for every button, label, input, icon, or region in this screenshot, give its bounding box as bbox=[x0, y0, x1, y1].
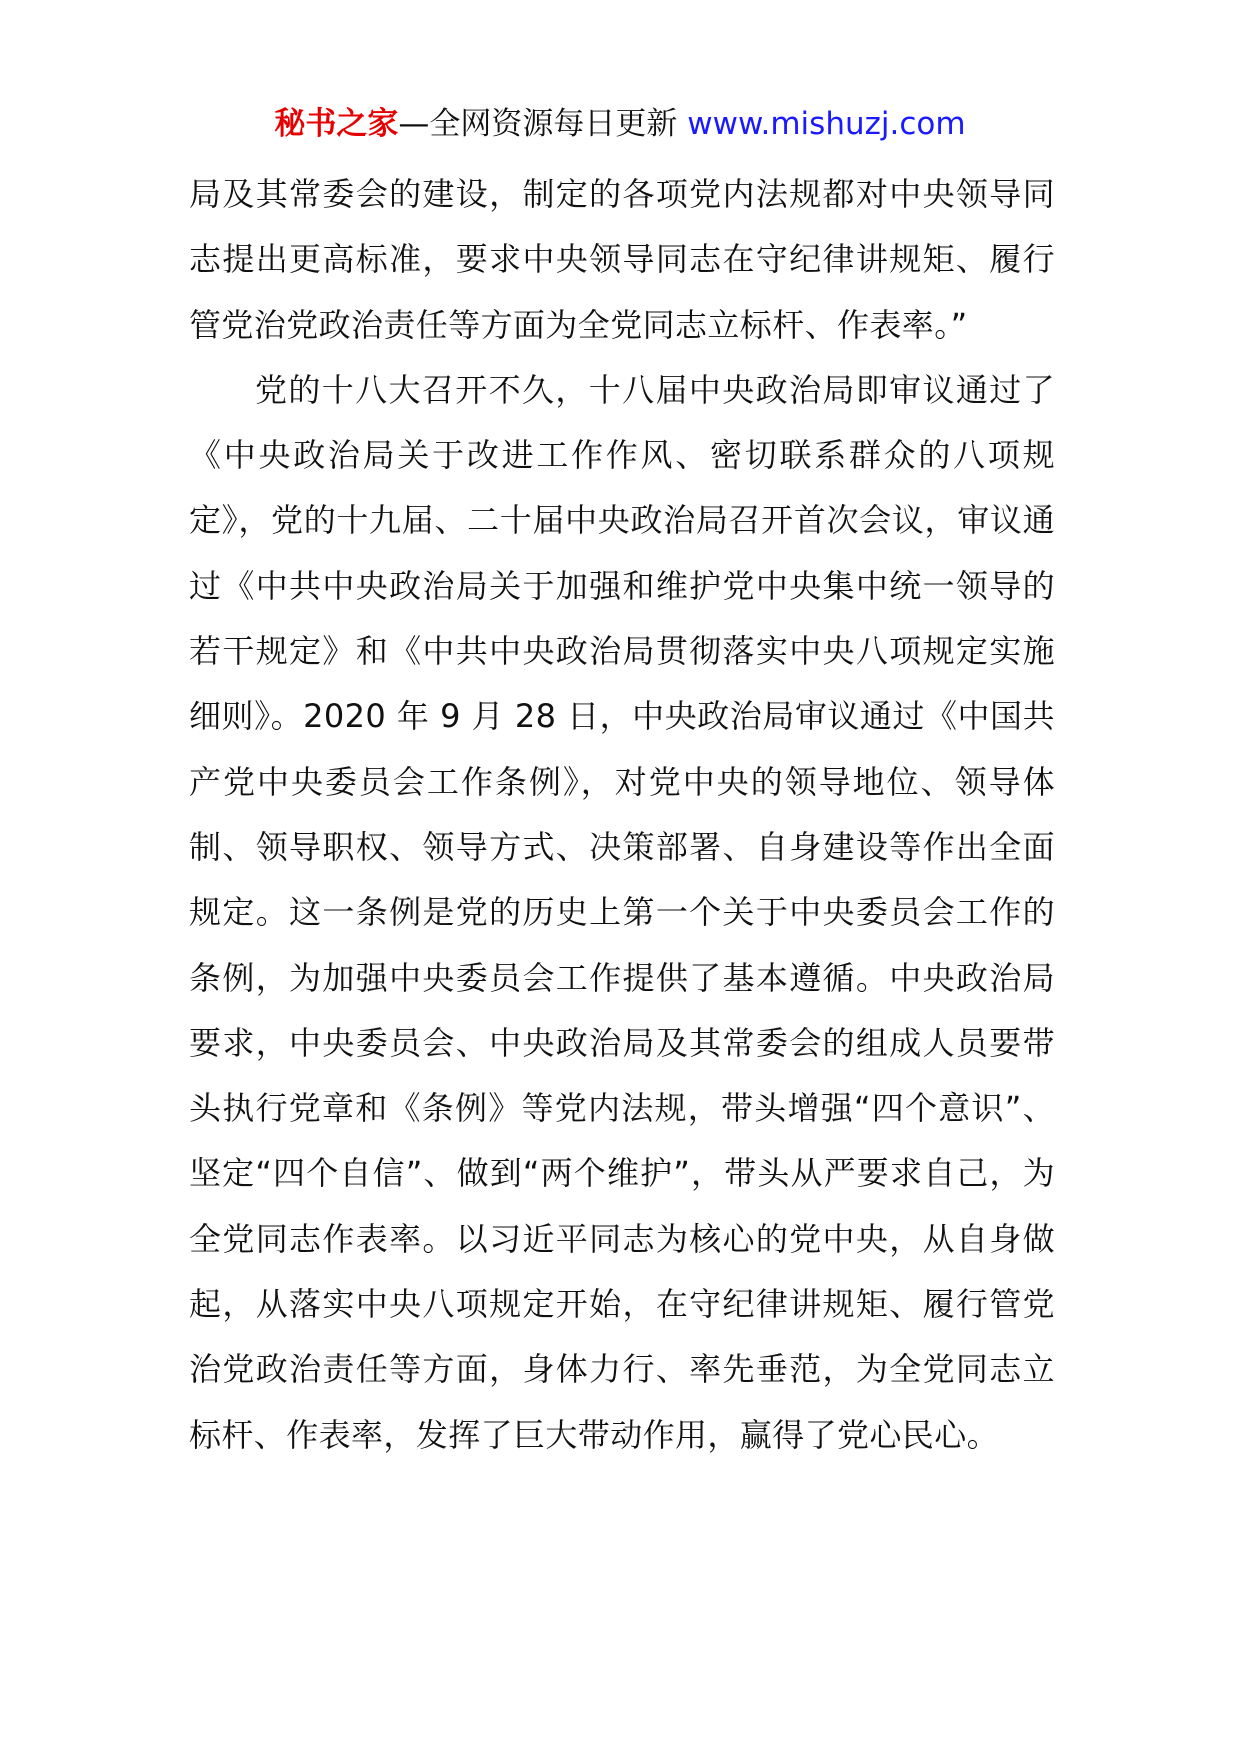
site-url[interactable]: www.mishuzj.com bbox=[687, 106, 966, 142]
page-header bbox=[0, 104, 1240, 144]
paragraph-main: 党的十八大召开不久，十八届中央政治局即审议通过了《中央政治局关于改进工作作风、密切联系群众的八项规定》，党的十九届、二十届中央政治局召开首次会议，审议通过《中共中央政治局关于加强和维护党中央集中统一领导的若干规定》和《中共中央政治局贯彻落实中央八项规定实施细则》。2020 年 9 月 28 日，中央政治局审议通过《中国共产党中央委员会工作条例》，对党中央的领导地位、领导体制、领导职权、领导方式、决策部署、自身建设等作出全面规定。这一条例是党的历史上第一个关于中央委员会工作的条例，为加强中央委员会工作提供了基本遵循。中央政治局要求，中央委员会、中央政治局及其常委会的组成人员要带头执行党章和《条例》等党内法规，带头增强“四个意识”、坚定“四个自信”、做到“两个维护”，带头从严要求自己，为全党同志作表率。以习近平同志为核心的党中央，从自身做起，从落实中央八项规定开始，在守纪律讲规矩、履行管党治党政治责任等方面，身体力行、率先垂范，为全党同志立标杆、作表率，发挥了巨大带动作用，赢得了党心民心。 bbox=[189, 370, 1055, 1454]
site-tagline: —全网资源每日更新 bbox=[398, 106, 688, 142]
site-brand: 秘书之家 bbox=[274, 106, 399, 142]
paragraph-continued: 局及其常委会的建设，制定的各项党内法规都对中央领导同志提出更高标准，要求中央领导同志在守纪律讲规矩、履行管党治党政治责任等方面为全党同志立标杆、作表率。” bbox=[189, 175, 1055, 344]
document-body bbox=[189, 162, 1055, 1468]
